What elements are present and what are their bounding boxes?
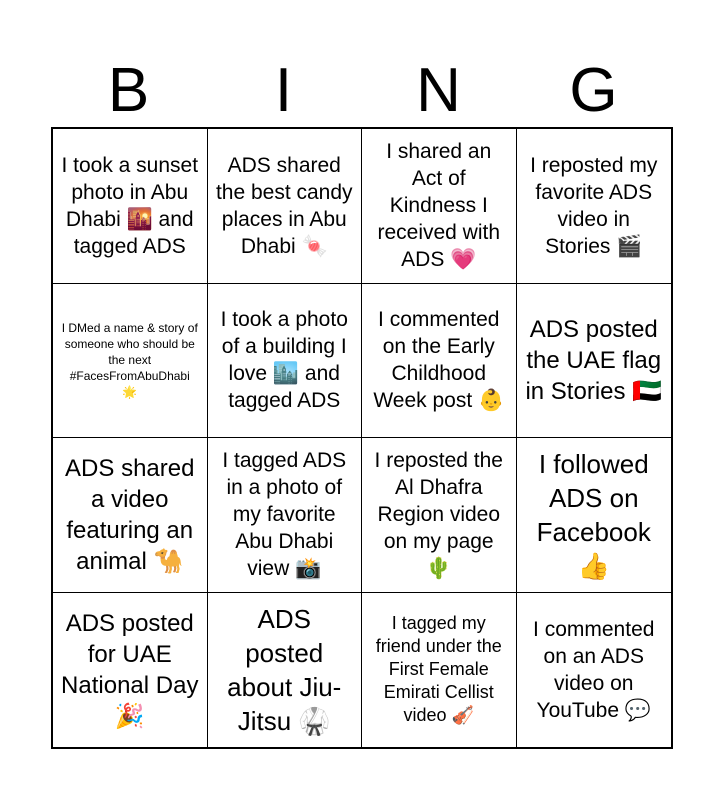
bingo-cell-text: ADS shared a video featuring an animal 🐪 bbox=[65, 454, 195, 575]
bingo-cell-text: I took a photo of a building I love 🏙️ and tagged ADS bbox=[220, 308, 348, 413]
bingo-cell-text: ADS posted the UAE flag in Stories 🇦🇪 bbox=[525, 315, 663, 405]
bingo-cell[interactable] bbox=[208, 129, 363, 284]
bingo-cell[interactable] bbox=[517, 284, 672, 439]
bingo-cell[interactable] bbox=[362, 438, 517, 593]
bingo-card-grid bbox=[51, 127, 673, 749]
bingo-cell-text: I took a sunset photo in Abu Dhabi 🌇 and tagged ADS bbox=[61, 153, 199, 258]
bingo-cell[interactable] bbox=[208, 438, 363, 593]
bingo-cell[interactable] bbox=[362, 129, 517, 284]
bingo-cell-text: I commented on an ADS video on YouTube 💬 bbox=[533, 617, 655, 722]
bingo-cell-text: I shared an Act of Kindness I received with ADS 💗 bbox=[377, 140, 501, 272]
bingo-cell-text: ADS posted for UAE National Day 🎉 bbox=[61, 609, 199, 730]
bingo-header bbox=[51, 55, 671, 127]
bingo-cell[interactable] bbox=[517, 593, 672, 748]
bingo-cell[interactable] bbox=[208, 284, 363, 439]
bingo-cell-text: I tagged my friend under the First Female Emirati Cellist video 🎻 bbox=[375, 613, 502, 726]
bingo-cell-text: ADS posted about Jiu-Jitsu 🥋 bbox=[227, 603, 342, 736]
header-letter-i: I bbox=[274, 56, 293, 125]
bingo-cell[interactable] bbox=[362, 593, 517, 748]
bingo-cell[interactable] bbox=[208, 593, 363, 748]
header-letter-b: B bbox=[107, 56, 150, 125]
bingo-cell[interactable] bbox=[517, 438, 672, 593]
bingo-cell[interactable] bbox=[53, 284, 208, 439]
bingo-cell-text: I tagged ADS in a photo of my favorite Abu Dhabi view 📸 bbox=[222, 449, 347, 581]
bingo-cell[interactable] bbox=[53, 438, 208, 593]
header-letter-g: G bbox=[569, 56, 618, 125]
bingo-cell-text: ADS shared the best candy places in Abu Dhabi 🍬 bbox=[215, 153, 353, 258]
bingo-cell-text: I reposted the Al Dhafra Region video on my page 🌵 bbox=[374, 449, 503, 581]
bingo-cell[interactable] bbox=[53, 593, 208, 748]
bingo-cell-text: I followed ADS on Facebook 👍 bbox=[536, 448, 651, 581]
bingo-cell[interactable] bbox=[362, 284, 517, 439]
bingo-cell-text: I reposted my favorite ADS video in Stories 🎬 bbox=[530, 153, 658, 258]
bingo-cell[interactable] bbox=[53, 129, 208, 284]
bingo-cell[interactable] bbox=[517, 129, 672, 284]
bingo-cell-text: I commented on the Early Childhood Week post 👶 bbox=[373, 308, 505, 413]
bingo-cell-text: I DMed a name & story of someone who should be the next #FacesFromAbuDhabi 🌟 bbox=[61, 321, 198, 400]
header-letter-n: N bbox=[416, 56, 461, 125]
